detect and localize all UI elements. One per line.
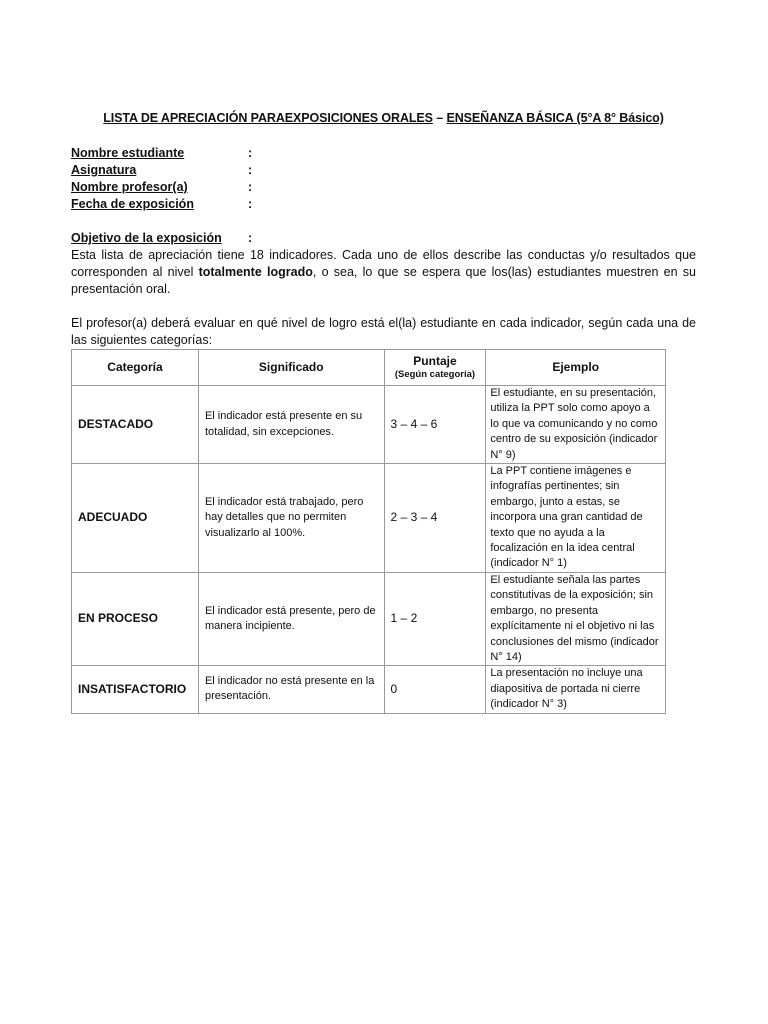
field-exposition-date (71, 197, 252, 211)
field-teacher-name (71, 180, 252, 194)
table-row (72, 464, 666, 573)
cell-puntaje: 2 – 3 – 4 (384, 464, 486, 573)
field-label: Asignatura (71, 163, 137, 177)
objective-colon: : (248, 231, 253, 245)
cell-significado: El indicador está presente en su totalidad, sin excepciones. (198, 386, 384, 464)
cell-ejemplo: El estudiante, en su presentación, utiliza la PPT solo como apoyo a lo que va comunicando y no como centro de su exposición (indicador N° 9) (486, 386, 666, 464)
field-colon: : (248, 197, 253, 211)
title-separator: – (432, 111, 447, 125)
cell-categoria: ADECUADO (72, 464, 199, 573)
header-ejemplo: Ejemplo (486, 350, 666, 386)
header-categoria: Categoría (72, 350, 199, 386)
cell-ejemplo: La PPT contiene imágenes e infografías pertinentes; sin embargo, junto a estas, se incorpora una gran cantidad de texto que no ayuda a la focalización en la idea central (indicador N° 1) (486, 464, 666, 573)
document-title (71, 111, 696, 125)
field-student-name (71, 146, 252, 160)
cell-puntaje: 0 (384, 666, 486, 713)
objective-text-before: Esta lista de apreciación tiene 18 indicadores. Cada uno de ellos describe las conductas y/o resultados que corresponden al nivel (71, 248, 696, 279)
header-puntaje-label: Puntaje (413, 353, 457, 368)
cell-categoria: DESTACADO (72, 386, 199, 464)
objective-paragraph (71, 247, 696, 298)
cell-puntaje: 1 – 2 (384, 572, 486, 665)
cell-significado: El indicador está trabajado, pero hay detalles que no permiten visualizarlo al 100%. (198, 464, 384, 573)
field-colon: : (248, 180, 253, 194)
header-puntaje-sub: (Según categoría) (394, 369, 476, 381)
cell-ejemplo: El estudiante señala las partes constitutivas de la exposición; sin embargo, no presenta explícitamente ni el objetivo ni las conclusiones del mismo (indicador N° 14) (486, 572, 666, 665)
cell-categoria: EN PROCESO (72, 572, 199, 665)
field-label: Nombre estudiante (71, 146, 185, 160)
table-header-row (72, 350, 666, 386)
header-significado: Significado (198, 350, 384, 386)
cell-categoria: INSATISFACTORIO (72, 666, 199, 713)
categories-table (71, 349, 666, 714)
objective-text-after: , o sea, lo que se espera que los(las) estudiantes muestren en su presentación oral. (71, 265, 696, 296)
cell-puntaje: 3 – 4 – 6 (384, 386, 486, 464)
table-row (72, 572, 666, 665)
field-colon: : (248, 163, 253, 177)
instruction-paragraph: El profesor(a) deberá evaluar en qué nivel de logro está el(la) estudiante en cada indicador, según cada una de las siguientes categorías: (71, 316, 696, 347)
objective-label: Objetivo de la exposición (71, 231, 222, 245)
cell-significado: El indicador está presente, pero de manera incipiente. (198, 572, 384, 665)
table-row (72, 666, 666, 713)
objective-text-bold: totalmente logrado (198, 265, 313, 279)
title-main: LISTA DE APRECIACIÓN PARAEXPOSICIONES ORALES (103, 111, 433, 125)
field-colon: : (248, 146, 253, 160)
table-row (72, 386, 666, 464)
field-subject (71, 163, 252, 177)
header-puntaje (384, 350, 486, 386)
objective-heading (71, 231, 252, 245)
field-label: Nombre profesor(a) (71, 180, 188, 194)
field-label: Fecha de exposición (71, 197, 194, 211)
cell-significado: El indicador no está presente en la presentación. (198, 666, 384, 713)
cell-ejemplo: La presentación no incluye una diapositiva de portada ni cierre (indicador N° 3) (486, 666, 666, 713)
title-level: ENSEÑANZA BÁSICA (5°A 8° Básico) (446, 111, 664, 125)
